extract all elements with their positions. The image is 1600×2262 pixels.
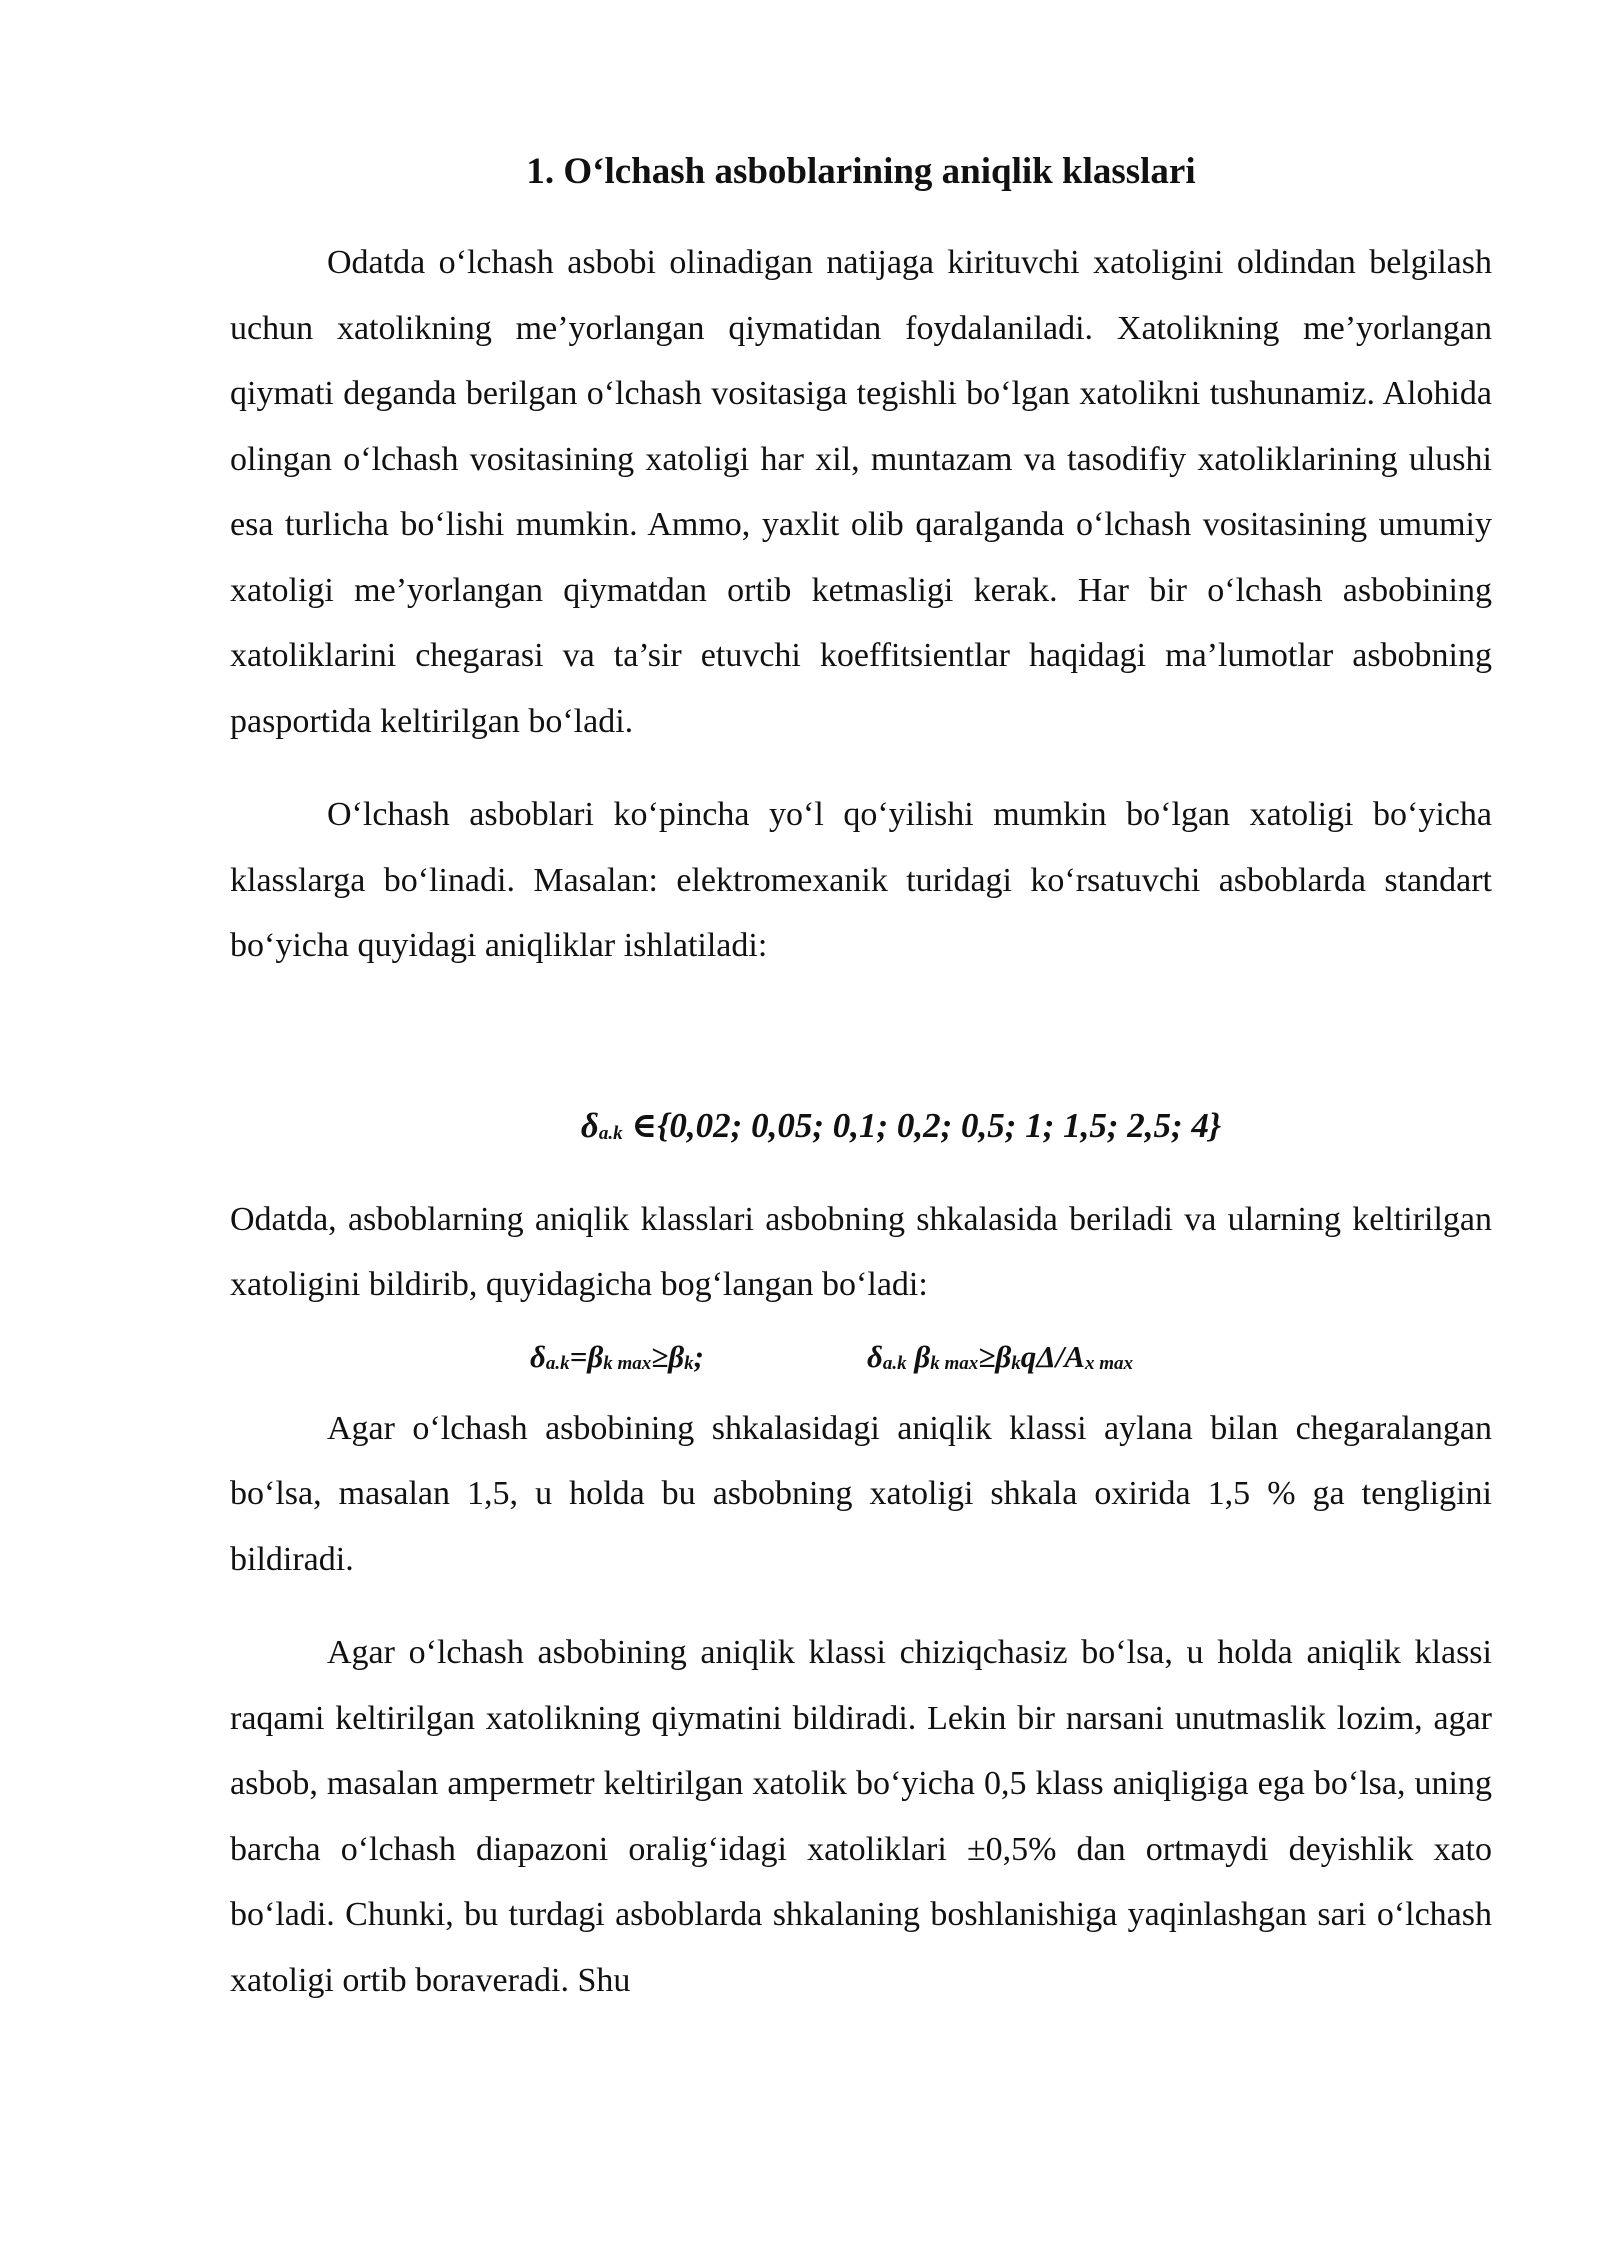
- document-page: [230, 150, 1492, 2013]
- delta-symbol: δ: [530, 1338, 546, 1374]
- beta-symbol: β: [668, 1338, 685, 1374]
- relation-formulas: [230, 1338, 1492, 1378]
- ge-sign: ≥: [978, 1338, 996, 1374]
- paragraph-classes: O‘lchash asboblari ko‘pincha yo‘l qo‘yilishi mumkin bo‘lgan xatoligi bo‘yicha klasslarga bo‘linadi. Masalan: elektromexanik turidagi ko‘rsatuvchi asboblarda standart bo‘yicha quyidagi aniqliklar ishlatiladi:: [230, 796, 1492, 965]
- delta-subscript: a.k: [882, 1352, 907, 1374]
- beta-symbol: β: [906, 1338, 931, 1374]
- paragraph-intro: Odatda o‘lchash asbobi olinadigan natijaga kirituvchi xatoligini oldindan belgilash uchun xatolikning me’yorlangan qiymatidan foydalaniladi. Xatolikning me’yorlangan qiymati deganda berilgan o‘lchash vositasiga tegishli bo‘lgan xatolikni tushunamiz. Alohida olingan o‘lchash vositasining xatoligi har xil, muntazam va tasodifiy xatoliklarining ulushi esa turlicha bo‘lishi mumkin. Ammo, yaxlit olib qaralganda o‘lchash vositasining umumiy xatoligi me’yorlangan qiymatdan ortib ketmasligi kerak. Har bir o‘lchash asbobining xatoliklarini chegarasi va ta’sir etuvchi koeffitsientlar haqidagi ma’lumotlar asbobning pasportida keltirilgan bo‘ladi.: [230, 244, 1492, 740]
- beta-symbol: β: [995, 1338, 1012, 1374]
- paragraph-circle-class: Agar o‘lchash asbobining shkalasidagi aniqlik klassi aylana bilan chegaralangan bo‘lsa, masalan 1,5, u holda bu asbobning xatoligi shkala oxirida 1,5 % ga tengligini bildiradi.: [230, 1409, 1492, 1578]
- delta-subscript: a.k: [545, 1352, 570, 1374]
- section-heading: 1. O‘lchash asboblarining aniqlik klasslari: [526, 151, 1196, 192]
- paragraph-scale: Odatda, asboblarning aniqlik klasslari asbobning shkalasida beriladi va ularning keltirilgan xatoligini bildirib, quyidagicha bog‘langan bo‘ladi:: [230, 1200, 1492, 1304]
- beta-subscript: k: [1011, 1352, 1021, 1374]
- delta-symbol: δ: [867, 1338, 883, 1374]
- semicolon: ;: [693, 1338, 704, 1374]
- delta-symbol: δ: [580, 1105, 599, 1145]
- ge-sign: ≥: [651, 1338, 669, 1374]
- relation-formula-left: [530, 1338, 704, 1376]
- beta-subscript: k: [684, 1352, 694, 1374]
- beta-subscript: k max: [930, 1352, 979, 1374]
- equals-sign: =: [569, 1338, 588, 1374]
- accuracy-class-set-formula: [230, 1105, 1492, 1147]
- class-set-values: ∈{0,02; 0,05; 0,1; 0,2; 0,5; 1; 1,5; 2,5; 4}: [622, 1105, 1222, 1145]
- beta-symbol: β: [587, 1338, 604, 1374]
- delta-subscript: a.k: [598, 1122, 623, 1144]
- paragraph-plain-class: Agar o‘lchash asbobining aniqlik klassi chiziqchasiz bo‘lsa, u holda aniqlik klassi raqami keltirilgan xatolikning qiymatini bildiradi. Lekin bir narsani unutmaslik lozim, agar asbob, masalan ampermetr keltirilgan xatolik bo‘yicha 0,5 klass aniqligiga ega bo‘lsa, uning barcha o‘lchash diapazoni oralig‘idagi xatoliklari ±0,5% dan ortmaydi deyishlik xato bo‘ladi. Chunki, bu turdagi asboblarda shkalaning boshlanishiga yaqinlashgan sari o‘lchash xatoligi ortib boraveradi. Shu: [230, 1634, 1492, 1999]
- ratio-term: qΔ/A: [1020, 1338, 1085, 1374]
- relation-formula-right: [867, 1338, 1133, 1376]
- a-subscript: x max: [1084, 1352, 1133, 1374]
- beta-subscript: k max: [603, 1352, 652, 1374]
